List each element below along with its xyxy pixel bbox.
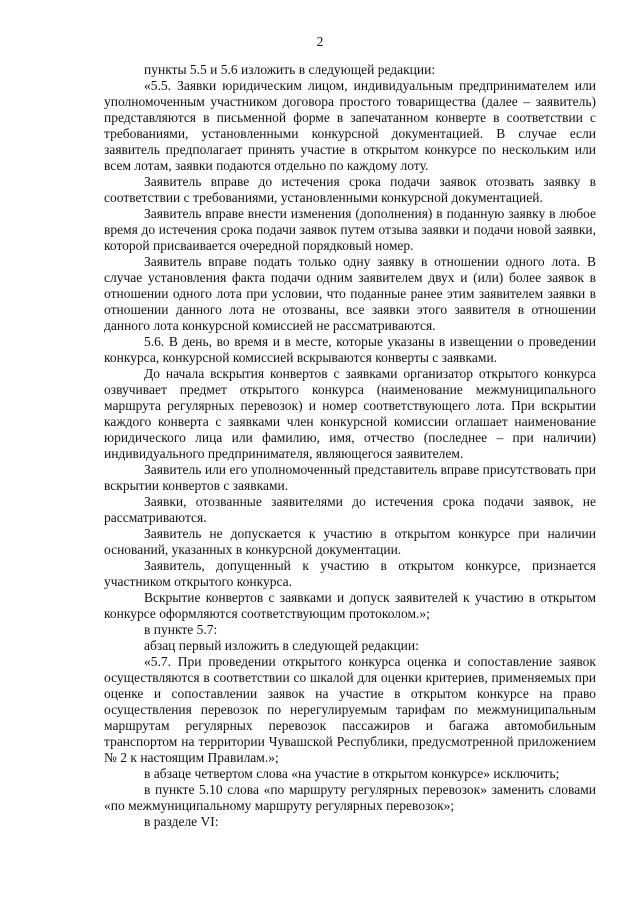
paragraph: в пункте 5.7: [144, 622, 218, 637]
page-number: 2 [316, 34, 324, 49]
paragraph: в абзаце четвертом слова «на участие в открытом конкурсе» исключить; [144, 766, 560, 781]
paragraph: в разделе VI: [144, 814, 219, 829]
paragraph: Заявитель не допускается к участию в открытом конкурсе при наличии оснований, указанных в конкурсной документации. [104, 526, 596, 557]
paragraph: «5.7. При проведении открытого конкурса оценка и сопоставление заявок осуществляются в соответствии со шкалой для оценки критериев, применяемых при оценке и сопоставлении заявок на участие в открытом конкурсе на право осуществления перевозок по нерегулируемым тарифам по межмуниципальным маршрутам регулярных перевозок пассажиров и багажа автомобильным транспортом на территории Чувашской Республики, предусмотренной приложением № 2 к настоящим Правилам.»; [104, 654, 596, 765]
paragraph: Заявитель, допущенный к участию в открытом конкурсе, признается участником открытого конкурса. [104, 558, 596, 589]
paragraph: Заявитель вправе до истечения срока подачи заявок отозвать заявку в соответствии с требованиями, установленными конкурсной документацией. [104, 174, 596, 205]
paragraph: 5.6. В день, во время и в месте, которые указаны в извещении о проведении конкурса, конкурсной комиссией вскрываются конверты с заявками. [104, 334, 596, 365]
paragraph: пункты 5.5 и 5.6 изложить в следующей редакции: [144, 62, 436, 77]
paragraph: «5.5. Заявки юридическим лицом, индивидуальным предпринимателем или уполномоченным участником договора простого товарищества (далее – заявитель) представляются в письменной форме в запечатанном конверте в соответствии с требованиями, установленными конкурсной документацией. В случае если заявитель предполагает принять участие в открытом конкурсе по нескольким или всем лотам, заявки подаются отдельно по каждому лоту. [104, 78, 596, 173]
paragraph: Заявитель вправе подать только одну заявку в отношении одного лота. В случае установления факта подачи одним заявителем двух и (или) более заявок в отношении одного лота при условии, что поданные ранее этим заявителем заявки в отношении данного лота не отозваны, все заявки этого заявителя в отношении данного лота конкурсной комиссией не рассматриваются. [104, 254, 596, 333]
paragraph: абзац первый изложить в следующей редакции: [144, 638, 419, 653]
paragraph: Заявитель вправе внести изменения (дополнения) в поданную заявку в любое время до истечения срока подачи заявок путем отзыва заявки и подачи новой заявки, которой присваивается очередной порядковый номер. [104, 206, 596, 253]
paragraph: Заявитель или его уполномоченный представитель вправе присутствовать при вскрытии конвертов с заявками. [104, 462, 596, 493]
paragraph: в пункте 5.10 слова «по маршруту регулярных перевозок» заменить словами «по межмуниципальному маршруту регулярных перевозок»; [104, 782, 596, 813]
paragraph: До начала вскрытия конвертов с заявками организатор открытого конкурса озвучивает предмет открытого конкурса (наименование межмуниципального маршрута регулярных перевозок) и номер соответствующего лота. При вскрытии каждого конверта с заявками член конкурсной комиссии оглашает наименование юридического лица или фамилию, имя, отчество (последнее – при наличии) индивидуального предпринимателя, являющегося заявителем. [104, 366, 596, 461]
paragraph: Вскрытие конвертов с заявками и допуск заявителей к участию в открытом конкурсе оформляются соответствующим протоколом.»; [104, 590, 596, 621]
document-body [104, 62, 596, 830]
paragraph: Заявки, отозванные заявителями до истечения срока подачи заявок, не рассматриваются. [104, 494, 596, 525]
